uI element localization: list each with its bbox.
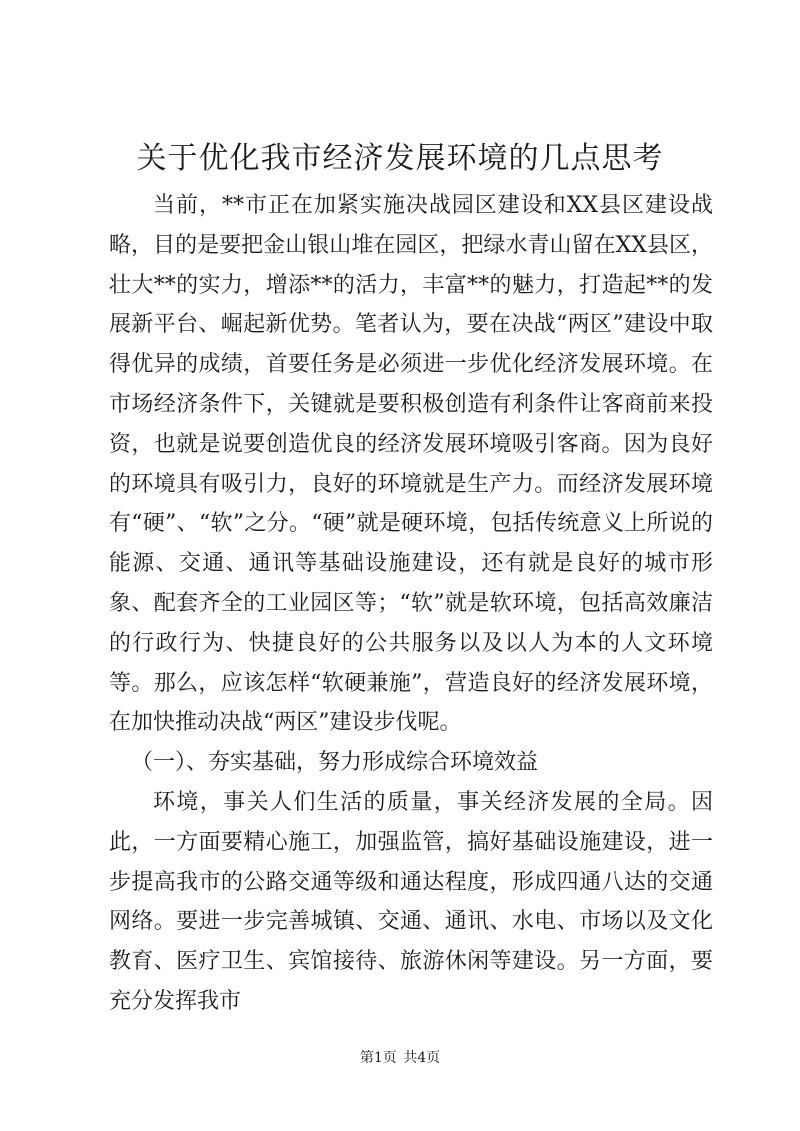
page-number: 第1页	[359, 1050, 397, 1066]
document-body	[109, 186, 713, 1022]
paragraph-environment: 环境，事关人们生活的质量，事关经济发展的全局。因此，一方面要精心施工，加强监管，搞好基础设施建设，进一步提高我市的公路交通等级和通达程度，形成四通八达的交通网络。要进一步完善城镇、交通、通讯、水电、市场以及文化教育、医疗卫生、宾馆接待、旅游休闲等建设。另一方面，要充分发挥我市	[109, 789, 713, 1014]
document-title: 关于优化我市经济发展环境的几点思考	[136, 141, 664, 176]
section-heading: （一）、夯实基础，努力形成综合环境效益	[131, 750, 539, 776]
page-footer	[0, 1048, 800, 1068]
paragraph-intro: 当前，**市正在加紧实施决战园区建设和XX县区建设战略，目的是要把金山银山堆在园区，把绿水青山留在XX县区，壮大**的实力，增添**的活力，丰富**的魅力，打造起**的发展新平台、崛起新优势。笔者认为，要在决战“两区”建设中取得优异的成绩，首要任务是必须进一步优化经济发展环境。在市场经济条件下，关键就是要积极创造有利条件让客商前来投资，也就是说要创造优良的经济发展环境吸引客商。因为良好的环境具有吸引力，良好的环境就是生产力。而经济发展环境有“硬”、“软”之分。“硬”就是硬环境，包括传统意义上所说的能源、交通、通讯等基础设施建设，还有就是良好的城市形象、配套齐全的工业园区等；“软”就是软环境，包括高效廉洁的行政行为、快捷良好的公共服务以及以人为本的人文环境等。那么，应该怎样“软硬兼施”，营造良好的经济发展环境，在加快推动决战“两区”建设步伐呢。	[109, 193, 713, 736]
page-total: 共4页	[403, 1050, 441, 1066]
